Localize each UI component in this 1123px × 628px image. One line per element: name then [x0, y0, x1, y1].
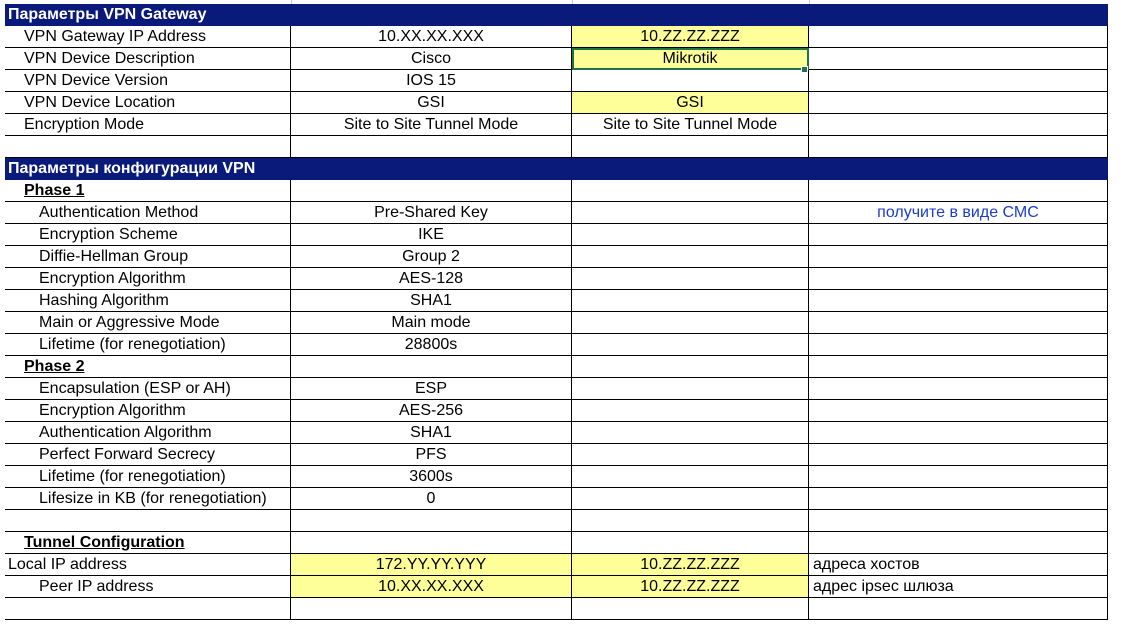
cell-note[interactable]: [809, 48, 1108, 70]
cell-value-highlight[interactable]: 172.YY.YY.YYY: [291, 554, 572, 576]
cell-value[interactable]: [572, 224, 809, 246]
table-row: [5, 312, 1108, 334]
section-row-tunnel: [5, 532, 1108, 554]
table-row: [5, 554, 1108, 576]
table-row: [5, 202, 1108, 224]
cell-value[interactable]: Site to Site Tunnel Mode: [291, 114, 572, 136]
cell-value[interactable]: [572, 202, 809, 224]
cell-value[interactable]: Group 2: [291, 246, 572, 268]
section-title-tunnel[interactable]: Tunnel Configuration: [5, 532, 291, 554]
cell-value[interactable]: [572, 488, 809, 510]
cell-note[interactable]: адреса хостов: [809, 554, 1108, 576]
cell-label[interactable]: Encryption Scheme: [5, 224, 291, 246]
section-row-phase2: [5, 356, 1108, 378]
cell-label[interactable]: Perfect Forward Secrecy: [5, 444, 291, 466]
empty-cell[interactable]: [572, 180, 809, 202]
cell-note[interactable]: [809, 246, 1108, 268]
empty-cell[interactable]: [809, 180, 1108, 202]
cell-note[interactable]: адрес ipsec шлюза: [809, 576, 1108, 598]
cell-value[interactable]: AES-256: [291, 400, 572, 422]
empty-cell[interactable]: [809, 598, 1108, 620]
table-row: [5, 444, 1108, 466]
cell-value[interactable]: [572, 246, 809, 268]
empty-cell[interactable]: [809, 532, 1108, 554]
empty-row: [5, 136, 1108, 158]
cell-value-highlight[interactable]: 10.XX.XX.XXX: [291, 576, 572, 598]
cell-note[interactable]: [809, 26, 1108, 48]
selected-cell[interactable]: Mikrotik: [572, 48, 809, 70]
empty-cell[interactable]: [291, 356, 572, 378]
cell-note[interactable]: [809, 422, 1108, 444]
empty-cell[interactable]: [291, 598, 572, 620]
table-row: [5, 290, 1108, 312]
cell-value[interactable]: [572, 70, 809, 92]
cell-value[interactable]: IKE: [291, 224, 572, 246]
cell-label[interactable]: VPN Device Location: [5, 92, 291, 114]
empty-cell[interactable]: [809, 356, 1108, 378]
table-row: [5, 466, 1108, 488]
cell-label[interactable]: Lifetime (for renegotiation): [5, 466, 291, 488]
empty-cell[interactable]: [572, 510, 809, 532]
selection-fill-handle[interactable]: [801, 66, 808, 73]
cell-value[interactable]: IOS 15: [291, 70, 572, 92]
cell-note[interactable]: [809, 400, 1108, 422]
cell-label[interactable]: VPN Device Version: [5, 70, 291, 92]
table-row: [5, 92, 1108, 114]
table-row: [5, 422, 1108, 444]
section-title-phase1[interactable]: Phase 1: [5, 180, 291, 202]
empty-cell[interactable]: [291, 180, 572, 202]
empty-cell[interactable]: [291, 136, 572, 158]
section-row-phase1: [5, 180, 1108, 202]
cell-value[interactable]: [572, 444, 809, 466]
cell-value-highlight[interactable]: 10.ZZ.ZZ.ZZZ: [572, 26, 809, 48]
empty-cell[interactable]: [572, 532, 809, 554]
table-row: [5, 26, 1108, 48]
empty-cell[interactable]: [5, 598, 291, 620]
table-row: [5, 400, 1108, 422]
cell-value[interactable]: Site to Site Tunnel Mode: [572, 114, 809, 136]
cell-value[interactable]: GSI: [291, 92, 572, 114]
table-row: [5, 70, 1108, 92]
cell-label[interactable]: VPN Device Description: [5, 48, 291, 70]
table-row: [5, 48, 1108, 70]
cell-value[interactable]: [572, 290, 809, 312]
cell-note[interactable]: [809, 70, 1108, 92]
cell-label[interactable]: Local IP address: [5, 554, 291, 576]
cell-label[interactable]: Hashing Algorithm: [5, 290, 291, 312]
cell-label[interactable]: Lifetime (for renegotiation): [5, 334, 291, 356]
empty-cell[interactable]: [291, 510, 572, 532]
cell-value[interactable]: Main mode: [291, 312, 572, 334]
cell-value[interactable]: Pre-Shared Key: [291, 202, 572, 224]
cell-note[interactable]: [809, 488, 1108, 510]
empty-row: [5, 598, 1108, 620]
cell-note[interactable]: [809, 466, 1108, 488]
cell-value[interactable]: 0: [291, 488, 572, 510]
cell-value[interactable]: 28800s: [291, 334, 572, 356]
empty-cell[interactable]: [572, 136, 809, 158]
cell-value[interactable]: [572, 268, 809, 290]
section-header-vpn-gateway[interactable]: Параметры VPN Gateway: [5, 4, 1108, 26]
cell-value-highlight[interactable]: 10.ZZ.ZZ.ZZZ: [572, 554, 809, 576]
cell-label[interactable]: Authentication Method: [5, 202, 291, 224]
cell-value[interactable]: SHA1: [291, 290, 572, 312]
cell-value[interactable]: 10.XX.XX.XXX: [291, 26, 572, 48]
cell-note[interactable]: [809, 312, 1108, 334]
cell-label[interactable]: Peer IP address: [5, 576, 291, 598]
cell-label[interactable]: Encryption Algorithm: [5, 268, 291, 290]
empty-cell[interactable]: [809, 510, 1108, 532]
cell-value[interactable]: PFS: [291, 444, 572, 466]
empty-row: [5, 510, 1108, 532]
empty-cell[interactable]: [5, 136, 291, 158]
cell-note[interactable]: [809, 444, 1108, 466]
empty-cell[interactable]: [572, 356, 809, 378]
cell-value[interactable]: [572, 422, 809, 444]
table-row: [5, 246, 1108, 268]
table-row: [5, 268, 1108, 290]
cell-label[interactable]: Lifesize in KB (for renegotiation): [5, 488, 291, 510]
cell-label[interactable]: Encryption Algorithm: [5, 400, 291, 422]
table-row: [5, 378, 1108, 400]
cell-label[interactable]: Authentication Algorithm: [5, 422, 291, 444]
table-row: [5, 576, 1108, 598]
cell-note[interactable]: [809, 378, 1108, 400]
table-row: [5, 224, 1108, 246]
empty-cell[interactable]: [809, 136, 1108, 158]
cell-value[interactable]: AES-128: [291, 268, 572, 290]
cell-note[interactable]: [809, 290, 1108, 312]
cell-value[interactable]: [572, 378, 809, 400]
cell-note[interactable]: [809, 268, 1108, 290]
section-header-vpn-config[interactable]: Параметры конфигурации VPN: [5, 158, 1108, 180]
cell-value-highlight[interactable]: GSI: [572, 92, 809, 114]
empty-cell[interactable]: [572, 598, 809, 620]
table-row: [5, 488, 1108, 510]
cell-value-highlight[interactable]: 10.ZZ.ZZ.ZZZ: [572, 576, 809, 598]
cell-value[interactable]: [572, 334, 809, 356]
empty-cell[interactable]: [291, 532, 572, 554]
cell-note[interactable]: [809, 92, 1108, 114]
cell-note[interactable]: [809, 224, 1108, 246]
table-row: [5, 334, 1108, 356]
table-row: [5, 114, 1108, 136]
cell-note-sms[interactable]: получите в виде СМС: [809, 202, 1108, 224]
cell-label[interactable]: VPN Gateway IP Address: [5, 26, 291, 48]
cell-value[interactable]: 3600s: [291, 466, 572, 488]
cell-value[interactable]: SHA1: [291, 422, 572, 444]
cell-note[interactable]: [809, 334, 1108, 356]
empty-cell[interactable]: [5, 510, 291, 532]
cell-label[interactable]: Encapsulation (ESP or AH): [5, 378, 291, 400]
cell-note[interactable]: [809, 114, 1108, 136]
section-title-phase2[interactable]: Phase 2: [5, 356, 291, 378]
cell-value[interactable]: Cisco: [291, 48, 572, 70]
cell-value[interactable]: [572, 466, 809, 488]
cell-value[interactable]: [572, 312, 809, 334]
cell-label[interactable]: Diffie-Hellman Group: [5, 246, 291, 268]
cell-value[interactable]: ESP: [291, 378, 572, 400]
cell-label[interactable]: Encryption Mode: [5, 114, 291, 136]
cell-label[interactable]: Main or Aggressive Mode: [5, 312, 291, 334]
cell-value[interactable]: [572, 400, 809, 422]
